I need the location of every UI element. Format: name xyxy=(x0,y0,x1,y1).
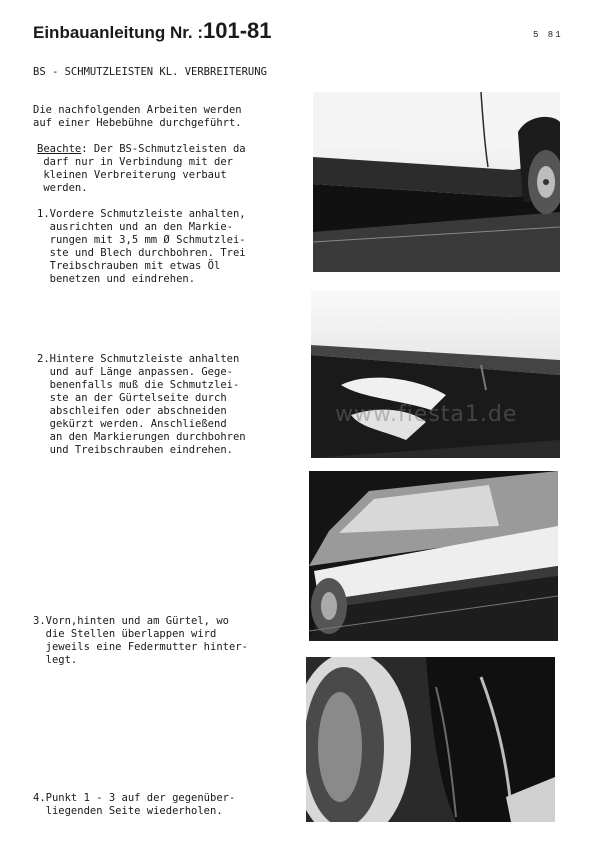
instruction-number: 101-81 xyxy=(203,18,272,43)
title-prefix: Einbauanleitung Nr. : xyxy=(33,23,204,42)
intro-text: Die nachfolgenden Arbeiten werden auf einer Hebebühne durchgeführt. xyxy=(33,104,242,129)
step-3: 3.Vorn,hinten und am Gürtel, wo die Stellen überlappen wird jeweils eine Federmutter hinter- legt. xyxy=(33,615,248,666)
document-title xyxy=(33,18,272,44)
note-paragraph xyxy=(37,143,246,195)
note-label: Beachte xyxy=(37,143,82,155)
step-2: 2.Hintere Schmutzleiste anhalten und auf Länge anpassen. Gege- benenfalls muß die Schmutzlei- ste an der Gürtelseite durch abschleifen oder abschneiden gekürzt werden. Anschließend an den Markierungen durchbohren und Treibschrauben eindrehen. xyxy=(37,353,246,456)
note-text: : Der BS-Schmutzleisten da darf nur in Verbindung mit der kleinen Verbreiterung verbaut werden. xyxy=(43,143,246,194)
photo-side-view xyxy=(309,471,558,641)
section-heading: BS - SCHMUTZLEISTEN KL. VERBREITERUNG xyxy=(33,66,267,78)
step-1: 1.Vordere Schmutzleiste anhalten, ausrichten und an den Markie- rungen mit 3,5 mm Ø Schmutzlei- ste und Blech durchbohren. Trei Treibschrauben mit etwas Öl benetzen und eindrehen. xyxy=(37,208,246,285)
step-4: 4.Punkt 1 - 3 auf der gegenüber- liegenden Seite wiederholen. xyxy=(33,792,236,817)
photo-wheel-closeup xyxy=(306,657,555,822)
watermark: www.fiesta1.de xyxy=(335,402,518,427)
page-code: 5 81 xyxy=(533,30,563,40)
photo-front-sill xyxy=(313,92,560,272)
photo-rear-sill xyxy=(311,290,560,458)
